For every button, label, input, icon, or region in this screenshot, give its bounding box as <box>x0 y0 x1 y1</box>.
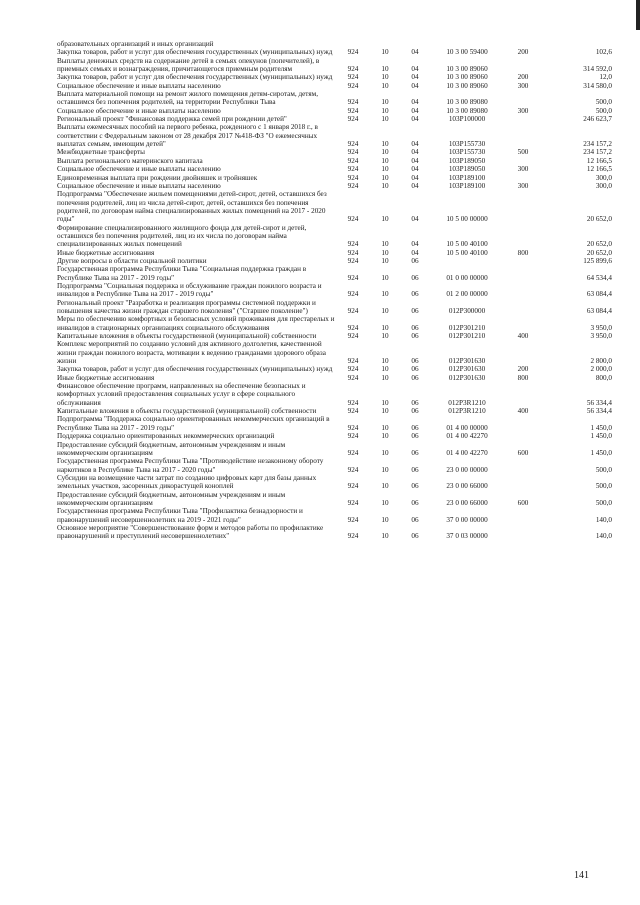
row-name: Формирование специализированного жилищного фонда для детей-сирот и детей, оставшихся без попечения родителей, лиц из их числа по договорам найма специализированных жилых помещений <box>57 223 307 249</box>
row-sum: 20 652,0 <box>586 215 612 224</box>
row-glava <box>336 40 370 48</box>
row-expense-type: 300 <box>517 106 529 115</box>
row-target-article: 10 3 00 89060 <box>446 81 488 90</box>
row-glava: 924 <box>347 482 359 491</box>
row-expense-type <box>504 265 542 282</box>
row-name: Подпрограмма "Обеспечение жильем помещениями детей-сирот, детей, оставшихся без попечения родителей, лиц из числа детей-сирот, детей, оставшихся без попечения родителей, по договорам найма специализированных жилых помещений на 2017 - 2020 годы" <box>57 190 327 224</box>
row-sum: 20 652,0 <box>586 248 612 257</box>
row-name: Другие вопросы в области социальной политики <box>57 256 207 265</box>
row-glava: 924 <box>347 532 359 541</box>
row-name: Капитальные вложения в объекты государственной (муниципальной) собственности <box>57 407 317 416</box>
row-razdel: 10 <box>381 165 389 174</box>
row-expense-type <box>504 257 542 265</box>
row-expense-type <box>504 340 542 365</box>
row-name: Закупка товаров, работ и услуг для обеспечения государственных (муниципальных) нужд <box>57 73 333 82</box>
row-expense-type <box>504 224 542 249</box>
row-expense-type: 300 <box>517 181 529 190</box>
row-glava: 924 <box>347 357 359 366</box>
row-sum: 20 652,0 <box>586 240 612 249</box>
row-target-article <box>430 40 504 48</box>
table-row <box>57 73 612 81</box>
row-podrazdel: 04 <box>411 98 419 107</box>
row-podrazdel: 06 <box>411 432 419 441</box>
row-glava: 924 <box>347 240 359 249</box>
scan-edge-mark <box>636 0 640 30</box>
row-glava: 924 <box>347 365 359 374</box>
row-name: Основное мероприятие "Совершенствование форм и методов работы по профилактике правонарушений и преступлений несовершеннолетних" <box>57 523 324 541</box>
row-target-article: 10 5 00 40100 <box>446 240 488 249</box>
row-target-article: 012P301630 <box>448 373 486 382</box>
row-podrazdel: 06 <box>411 448 419 457</box>
row-sum: 64 534,4 <box>586 273 612 282</box>
row-target-article: 10 3 00 59400 <box>446 48 488 57</box>
row-expense-type <box>504 90 542 107</box>
row-podrazdel: 04 <box>411 215 419 224</box>
row-expense-type: 400 <box>517 407 529 416</box>
row-razdel: 10 <box>381 73 389 82</box>
row-glava: 924 <box>347 407 359 416</box>
row-glava: 924 <box>347 156 359 165</box>
table-row <box>57 415 612 432</box>
row-glava: 924 <box>347 65 359 74</box>
row-razdel: 10 <box>381 432 389 441</box>
row-sum: 102,6 <box>595 48 612 57</box>
row-razdel: 10 <box>381 273 389 282</box>
row-expense-type <box>504 123 542 148</box>
row-sum: 140,0 <box>595 515 612 524</box>
row-target-article: 012P3R1210 <box>448 398 486 407</box>
row-expense-type: 200 <box>517 48 529 57</box>
row-razdel: 10 <box>381 373 389 382</box>
table-row <box>57 374 612 382</box>
row-expense-type: 200 <box>517 73 529 82</box>
row-glava: 924 <box>347 332 359 341</box>
table-row <box>57 107 612 115</box>
row-podrazdel: 04 <box>411 65 419 74</box>
row-expense-type: 300 <box>517 165 529 174</box>
row-sum: 500,0 <box>595 98 612 107</box>
row-sum: 56 334,4 <box>586 407 612 416</box>
row-sum: 63 084,4 <box>586 290 612 299</box>
row-name: Предоставление субсидий бюджетным, автономным учреждениям и иным некоммерческим организациям <box>57 490 286 507</box>
row-sum: 1 450,0 <box>590 423 612 432</box>
page-number: 141 <box>574 870 589 881</box>
row-glava: 924 <box>347 498 359 507</box>
row-name: Меры по обеспечению комфортных и безопасных условий проживания для престарелых и инвалидов в стационарных организациях социального обслуживания <box>57 315 335 332</box>
row-name: Иные бюджетные ассигнования <box>57 248 155 257</box>
row-expense-type: 200 <box>517 365 529 374</box>
row-name: Выплаты денежных средств на содержание детей в семьях опекунов (попечителей), в приемных семьях и вознаграждения, причитающегося приемным родителям <box>57 56 320 74</box>
row-expense-type <box>504 190 542 223</box>
row-razdel <box>370 40 400 48</box>
row-target-article: 10 3 00 89080 <box>446 98 488 107</box>
row-target-article: 103P189050 <box>448 156 486 165</box>
table-row <box>57 57 612 74</box>
table-row <box>57 148 612 156</box>
row-razdel: 10 <box>381 498 389 507</box>
row-expense-type: 300 <box>517 81 529 90</box>
row-podrazdel <box>400 40 430 48</box>
row-name: Социальное обеспечение и иные выплаты населению <box>57 165 221 174</box>
row-target-article: 103P189100 <box>448 181 486 190</box>
row-razdel: 10 <box>381 156 389 165</box>
row-podrazdel: 04 <box>411 140 419 149</box>
row-glava: 924 <box>347 106 359 115</box>
table-row <box>57 165 612 173</box>
row-expense-type <box>504 415 542 432</box>
row-expense-type: 800 <box>517 373 529 382</box>
row-target-article: 01 2 00 00000 <box>446 290 488 299</box>
row-glava: 924 <box>347 307 359 315</box>
row-glava: 924 <box>347 423 359 432</box>
row-expense-type <box>504 174 542 182</box>
table-row <box>57 115 612 123</box>
row-sum: 234 157,2 <box>583 148 612 157</box>
row-expense-type <box>504 157 542 165</box>
row-razdel: 10 <box>381 407 389 416</box>
row-expense-type <box>504 457 542 474</box>
row-target-article: 103P189100 <box>448 173 486 182</box>
row-razdel: 10 <box>381 240 389 249</box>
row-name: Комплекс мероприятий по созданию условий для активного долголетия, качественной жизни граждан пожилого возраста, мотивации к ведению гражданами здорового образа жизни <box>57 340 326 366</box>
row-glava: 924 <box>347 98 359 107</box>
row-razdel: 10 <box>381 290 389 299</box>
row-podrazdel: 06 <box>411 365 419 374</box>
row-target-article: 10 3 00 89060 <box>446 73 488 82</box>
row-name: Поддержка социально ориентированных некоммерческих организаций <box>57 432 275 441</box>
row-name: Социальное обеспечение и иные выплаты населению <box>57 106 221 115</box>
row-target-article: 012P301630 <box>448 365 486 374</box>
row-sum: 3 950,0 <box>590 332 612 341</box>
row-sum: 300,0 <box>595 173 612 182</box>
row-razdel: 10 <box>381 357 389 366</box>
row-podrazdel: 06 <box>411 273 419 282</box>
row-razdel: 10 <box>381 448 389 457</box>
row-name: Межбюджетные трансферты <box>57 148 145 157</box>
row-sum <box>542 40 612 48</box>
table-row <box>57 457 612 474</box>
row-razdel: 10 <box>381 140 389 149</box>
row-podrazdel: 06 <box>411 256 419 265</box>
row-podrazdel: 04 <box>411 165 419 174</box>
row-podrazdel: 04 <box>411 106 419 115</box>
table-row <box>57 224 612 249</box>
row-name: Предоставление субсидий бюджетным, автономным учреждениям и иным некоммерческим организациям <box>57 440 286 457</box>
row-sum: 500,0 <box>595 482 612 491</box>
row-glava: 924 <box>347 273 359 282</box>
row-name: Государственная программа Республики Тыва "Профилактика безнадзорности и правонарушений несовершеннолетних на 2019 - 2021 годы" <box>57 507 303 524</box>
row-glava: 924 <box>347 81 359 90</box>
row-razdel: 10 <box>381 532 389 541</box>
row-sum: 56 334,4 <box>586 398 612 407</box>
row-name: Подпрограмма "Социальная поддержка и обслуживание граждан пожилого возраста и инвалидов в Республике Тыва на 2017 - 2019 годы" <box>57 281 322 299</box>
row-podrazdel: 06 <box>411 398 419 407</box>
row-name: образовательных организаций и иных организаций <box>57 40 214 48</box>
row-expense-type <box>504 507 542 524</box>
row-glava: 924 <box>347 256 359 265</box>
row-expense-type <box>504 315 542 332</box>
row-sum: 500,0 <box>595 498 612 507</box>
row-expense-type: 400 <box>517 332 529 341</box>
table-row <box>57 365 612 373</box>
row-expense-type <box>504 115 542 123</box>
row-target-article: 012P3R1210 <box>448 407 486 416</box>
table-row <box>57 123 612 148</box>
row-glava: 924 <box>347 181 359 190</box>
row-name: Региональный проект "Разработка и реализация программы системной поддержки и повышения качества жизни граждан старшего поколения" ("Старшее поколение") <box>57 298 316 315</box>
row-razdel: 10 <box>381 515 389 524</box>
row-target-article: 23 0 00 00000 <box>446 465 488 474</box>
row-razdel: 10 <box>381 248 389 257</box>
row-name: Подпрограмма "Поддержка социально ориентированных некоммерческих организаций в Республике Тыва на 2017 - 2019 годы" <box>57 415 330 432</box>
row-podrazdel: 06 <box>411 290 419 299</box>
row-razdel: 10 <box>381 332 389 341</box>
table-row <box>57 491 612 508</box>
row-glava: 924 <box>347 48 359 57</box>
row-name: Иные бюджетные ассигнования <box>57 373 155 382</box>
table-row <box>57 249 612 257</box>
row-razdel: 10 <box>381 106 389 115</box>
row-target-article: 103P100000 <box>448 115 486 124</box>
row-glava: 924 <box>347 73 359 82</box>
row-target-article: 10 3 00 89080 <box>446 106 488 115</box>
row-glava: 924 <box>347 515 359 524</box>
row-sum: 12 166,5 <box>586 156 612 165</box>
row-target-article: 01 4 00 42270 <box>446 448 488 457</box>
row-sum: 300,0 <box>595 181 612 190</box>
row-expense-type <box>504 40 542 48</box>
row-name: Региональный проект "Финансовая поддержка семей при рождении детей" <box>57 115 287 124</box>
row-target-article: 012P301210 <box>448 332 486 341</box>
row-target-article: 012P300000 <box>448 307 486 315</box>
row-sum: 246 623,7 <box>583 115 612 124</box>
row-razdel: 10 <box>381 365 389 374</box>
table-row <box>57 407 612 415</box>
table-row <box>57 40 612 48</box>
row-glava: 924 <box>347 373 359 382</box>
table-row <box>57 340 612 365</box>
row-glava: 924 <box>347 323 359 332</box>
row-sum: 800,0 <box>595 373 612 382</box>
row-expense-type: 600 <box>517 498 529 507</box>
table-row <box>57 507 612 524</box>
row-sum: 2 800,0 <box>590 357 612 366</box>
row-sum: 314 592,0 <box>583 65 612 74</box>
row-podrazdel: 04 <box>411 115 419 124</box>
row-razdel: 10 <box>381 398 389 407</box>
row-sum: 500,0 <box>595 465 612 474</box>
table-row <box>57 265 612 282</box>
row-razdel: 10 <box>381 482 389 491</box>
row-expense-type <box>504 524 542 541</box>
row-target-article: 37 0 00 00000 <box>446 515 488 524</box>
row-razdel: 10 <box>381 215 389 224</box>
row-target-article: 01 0 00 00000 <box>446 273 488 282</box>
row-name: Социальное обеспечение и иные выплаты населению <box>57 181 221 190</box>
row-expense-type <box>504 57 542 74</box>
table-row <box>57 299 612 316</box>
row-sum: 12 166,5 <box>586 165 612 174</box>
row-podrazdel: 06 <box>411 307 419 315</box>
row-name: Финансовое обеспечение программ, направленных на обеспечение безопасных и комфортных условий предоставления социальных услуг в сфере социального обслуживания <box>57 382 306 407</box>
table-row <box>57 157 612 165</box>
row-name: Выплата материальной помощи на ремонт жилого помещения детям-сиротам, детям, оставшимся без попечения родителей, на территории Республики Тыва <box>57 90 319 107</box>
row-razdel: 10 <box>381 98 389 107</box>
row-podrazdel: 06 <box>411 482 419 491</box>
row-podrazdel: 06 <box>411 515 419 524</box>
row-glava: 924 <box>347 148 359 157</box>
row-glava: 924 <box>347 165 359 174</box>
row-sum: 1 450,0 <box>590 448 612 457</box>
row-podrazdel: 06 <box>411 323 419 332</box>
row-razdel: 10 <box>381 465 389 474</box>
row-expense-type: 500 <box>517 148 529 157</box>
row-podrazdel: 04 <box>411 148 419 157</box>
row-sum: 314 580,0 <box>583 81 612 90</box>
row-target-article: 37 0 03 00000 <box>446 532 488 541</box>
row-name: Государственная программа Республики Тыва "Противодействие незаконному обороту наркотиков в Республике Тыва на 2017 - 2020 годы" <box>57 457 324 474</box>
budget-table <box>57 40 612 541</box>
table-row <box>57 332 612 340</box>
row-name: Капитальные вложения в объекты государственной (муниципальной) собственности <box>57 332 317 341</box>
table-row <box>57 432 612 440</box>
table-row <box>57 524 612 541</box>
row-glava: 924 <box>347 448 359 457</box>
row-glava: 924 <box>347 465 359 474</box>
table-row <box>57 174 612 182</box>
row-glava: 924 <box>347 115 359 124</box>
row-glava: 924 <box>347 173 359 182</box>
row-podrazdel: 06 <box>411 465 419 474</box>
row-target-article: 23 0 00 66000 <box>446 498 488 507</box>
row-target-article: 012P301210 <box>448 323 486 332</box>
row-target-article: 103P155730 <box>448 140 486 149</box>
table-row <box>57 382 612 407</box>
row-podrazdel: 04 <box>411 173 419 182</box>
row-name: Закупка товаров, работ и услуг для обеспечения государственных (муниципальных) нужд <box>57 48 333 57</box>
row-sum: 500,0 <box>595 106 612 115</box>
table-row <box>57 315 612 332</box>
row-podrazdel: 06 <box>411 373 419 382</box>
row-glava: 924 <box>347 140 359 149</box>
row-expense-type <box>504 474 542 491</box>
row-name: Выплаты ежемесячных пособий на первого ребенка, рожденного с 1 января 2018 г., в соответствии с Федеральным законом от 28 декабря 2017 №418-ФЗ "О ежемесячных выплатах семьям, имеющим детей" <box>57 123 318 149</box>
table-row <box>57 441 612 458</box>
row-podrazdel: 06 <box>411 357 419 366</box>
row-expense-type: 600 <box>517 448 529 457</box>
row-podrazdel: 04 <box>411 248 419 257</box>
row-glava: 924 <box>347 398 359 407</box>
row-expense-type <box>504 382 542 407</box>
table-row <box>57 48 612 56</box>
row-expense-type <box>504 299 542 316</box>
row-sum: 12,0 <box>599 73 612 82</box>
row-sum: 125 899,6 <box>583 256 612 265</box>
row-target-article: 012P301630 <box>448 357 486 366</box>
table-row <box>57 474 612 491</box>
row-podrazdel: 04 <box>411 181 419 190</box>
table-row <box>57 182 612 190</box>
row-podrazdel: 04 <box>411 81 419 90</box>
row-name: Единовременная выплата при рождении двойняшек и тройняшек <box>57 173 258 182</box>
row-glava: 924 <box>347 215 359 224</box>
row-razdel: 10 <box>381 148 389 157</box>
row-target-article: 10 5 00 40100 <box>446 248 488 257</box>
row-glava: 924 <box>347 432 359 441</box>
row-podrazdel: 04 <box>411 156 419 165</box>
table-row <box>57 82 612 90</box>
row-name: Социальное обеспечение и иные выплаты населению <box>57 81 221 90</box>
row-expense-type <box>504 432 542 440</box>
row-podrazdel: 04 <box>411 73 419 82</box>
row-target-article: 10 3 00 89060 <box>446 65 488 74</box>
row-expense-type <box>504 282 542 299</box>
row-sum: 1 450,0 <box>590 432 612 441</box>
row-sum: 2 000,0 <box>590 365 612 374</box>
table-row <box>57 282 612 299</box>
row-razdel: 10 <box>381 65 389 74</box>
row-sum: 140,0 <box>595 532 612 541</box>
row-podrazdel: 06 <box>411 332 419 341</box>
table-row <box>57 257 612 265</box>
row-sum: 234 157,2 <box>583 140 612 149</box>
row-razdel: 10 <box>381 256 389 265</box>
row-target-article: 103P155730 <box>448 148 486 157</box>
row-name: Государственная программа Республики Тыва "Социальная поддержка граждан в Республике Тыва на 2017 - 2019 годы" <box>57 265 307 282</box>
row-razdel: 10 <box>381 173 389 182</box>
row-razdel: 10 <box>381 115 389 124</box>
row-razdel: 10 <box>381 81 389 90</box>
row-podrazdel: 04 <box>411 48 419 57</box>
row-target-article: 103P189050 <box>448 165 486 174</box>
row-target-article <box>430 257 504 265</box>
row-target-article: 01 4 00 00000 <box>446 423 488 432</box>
row-podrazdel: 06 <box>411 423 419 432</box>
row-target-article: 10 5 00 00000 <box>446 215 488 224</box>
row-name: Субсидии на возмещение части затрат по созданию цифровых карт для базы данных земельных участков, засоренных дикорастущей коноплей <box>57 473 317 491</box>
row-razdel: 10 <box>381 181 389 190</box>
row-podrazdel: 04 <box>411 240 419 249</box>
row-sum: 3 950,0 <box>590 323 612 332</box>
table-row <box>57 190 612 223</box>
row-sum: 63 084,4 <box>586 307 612 315</box>
row-podrazdel: 06 <box>411 532 419 541</box>
row-name: Выплата регионального материнского капитала <box>57 156 203 165</box>
row-podrazdel: 06 <box>411 498 419 507</box>
row-target-article: 23 0 00 66000 <box>446 482 488 491</box>
row-razdel: 10 <box>381 48 389 57</box>
row-target-article: 01 4 00 42270 <box>446 432 488 441</box>
row-glava: 924 <box>347 248 359 257</box>
row-razdel: 10 <box>381 323 389 332</box>
row-razdel: 10 <box>381 423 389 432</box>
row-expense-type: 800 <box>517 248 529 257</box>
row-razdel: 10 <box>381 307 389 315</box>
row-name: Закупка товаров, работ и услуг для обеспечения государственных (муниципальных) нужд <box>57 365 333 374</box>
row-glava: 924 <box>347 290 359 299</box>
table-row <box>57 90 612 107</box>
row-podrazdel: 06 <box>411 407 419 416</box>
